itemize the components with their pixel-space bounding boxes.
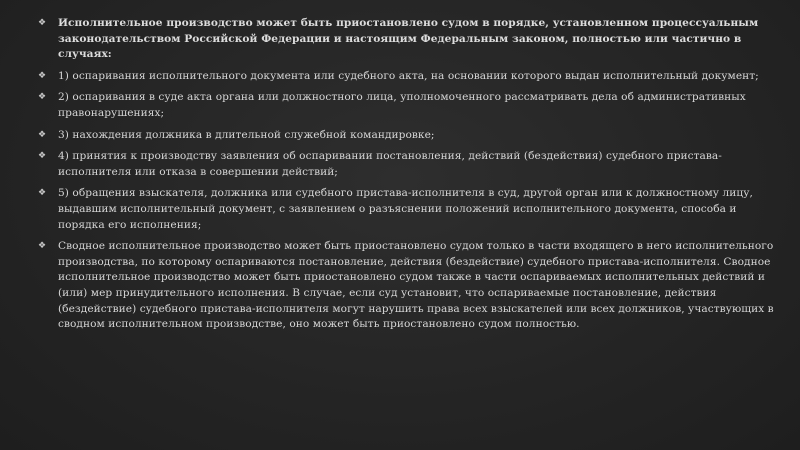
bullet-text: 5) обращения взыскателя, должника или судебного пристава-исполнителя в суд, другой орган или к должностному лицу, выдавшим исполнительный документ, с заявлением о разъяснении положений исполнительного документа, способа и порядка его исполнения; xyxy=(58,187,753,231)
diamond-bullet-icon: ❖ xyxy=(38,241,47,252)
bullet-intro xyxy=(38,16,778,63)
bullet-text: Исполнительное производство может быть приостановлено судом в порядке, установленном процессуальным законодательством Российской Федерации и настоящим Федеральным законом, полностью или частично в случаях: xyxy=(58,17,759,61)
bullet-item-5 xyxy=(38,186,778,233)
bullet-item-1 xyxy=(38,69,778,85)
diamond-bullet-icon: ❖ xyxy=(38,151,47,162)
diamond-bullet-icon: ❖ xyxy=(38,188,47,199)
bullet-text: Сводное исполнительное производство может быть приостановлено судом только в части входящего в него исполнительного производства, по которому оспариваются постановление, действия (бездействие) судебного пристава-исполнителя. Сводное исполнительное производство может быть приостановлено судом также в части оспариваемых исполнительных действий и (или) мер принудительного исполнения. В случае, если суд установит, что оспариваемые постановление, действия (бездействие) судебного пристава-исполнителя могут нарушить права всех взыскателей или всех должников, участвующих в сводном исполнительном производстве, оно может быть приостановлено судом полностью. xyxy=(58,240,774,331)
bullet-text: 2) оспаривания в суде акта органа или должностного лица, уполномоченного рассматривать дела об административных правонарушениях; xyxy=(58,91,746,119)
bullet-text: 3) нахождения должника в длительной служебной командировке; xyxy=(58,128,435,141)
diamond-bullet-icon: ❖ xyxy=(38,92,47,103)
bullet-text: 1) оспаривания исполнительного документа или судебного акта, на основании которого выдан исполнительный документ; xyxy=(58,69,759,82)
slide-content xyxy=(38,16,778,339)
diamond-bullet-icon: ❖ xyxy=(38,129,47,140)
diamond-bullet-icon: ❖ xyxy=(38,18,47,28)
bullet-text: 4) принятия к производству заявления об оспаривании постановления, действий (бездействия) судебного пристава-исполнителя или отказа в совершении действий; xyxy=(58,150,722,178)
diamond-bullet-icon: ❖ xyxy=(38,70,47,81)
bullet-item-3 xyxy=(38,128,778,144)
bullet-item-4 xyxy=(38,149,778,180)
bullet-consolidated xyxy=(38,239,778,333)
bullet-item-2 xyxy=(38,90,778,121)
